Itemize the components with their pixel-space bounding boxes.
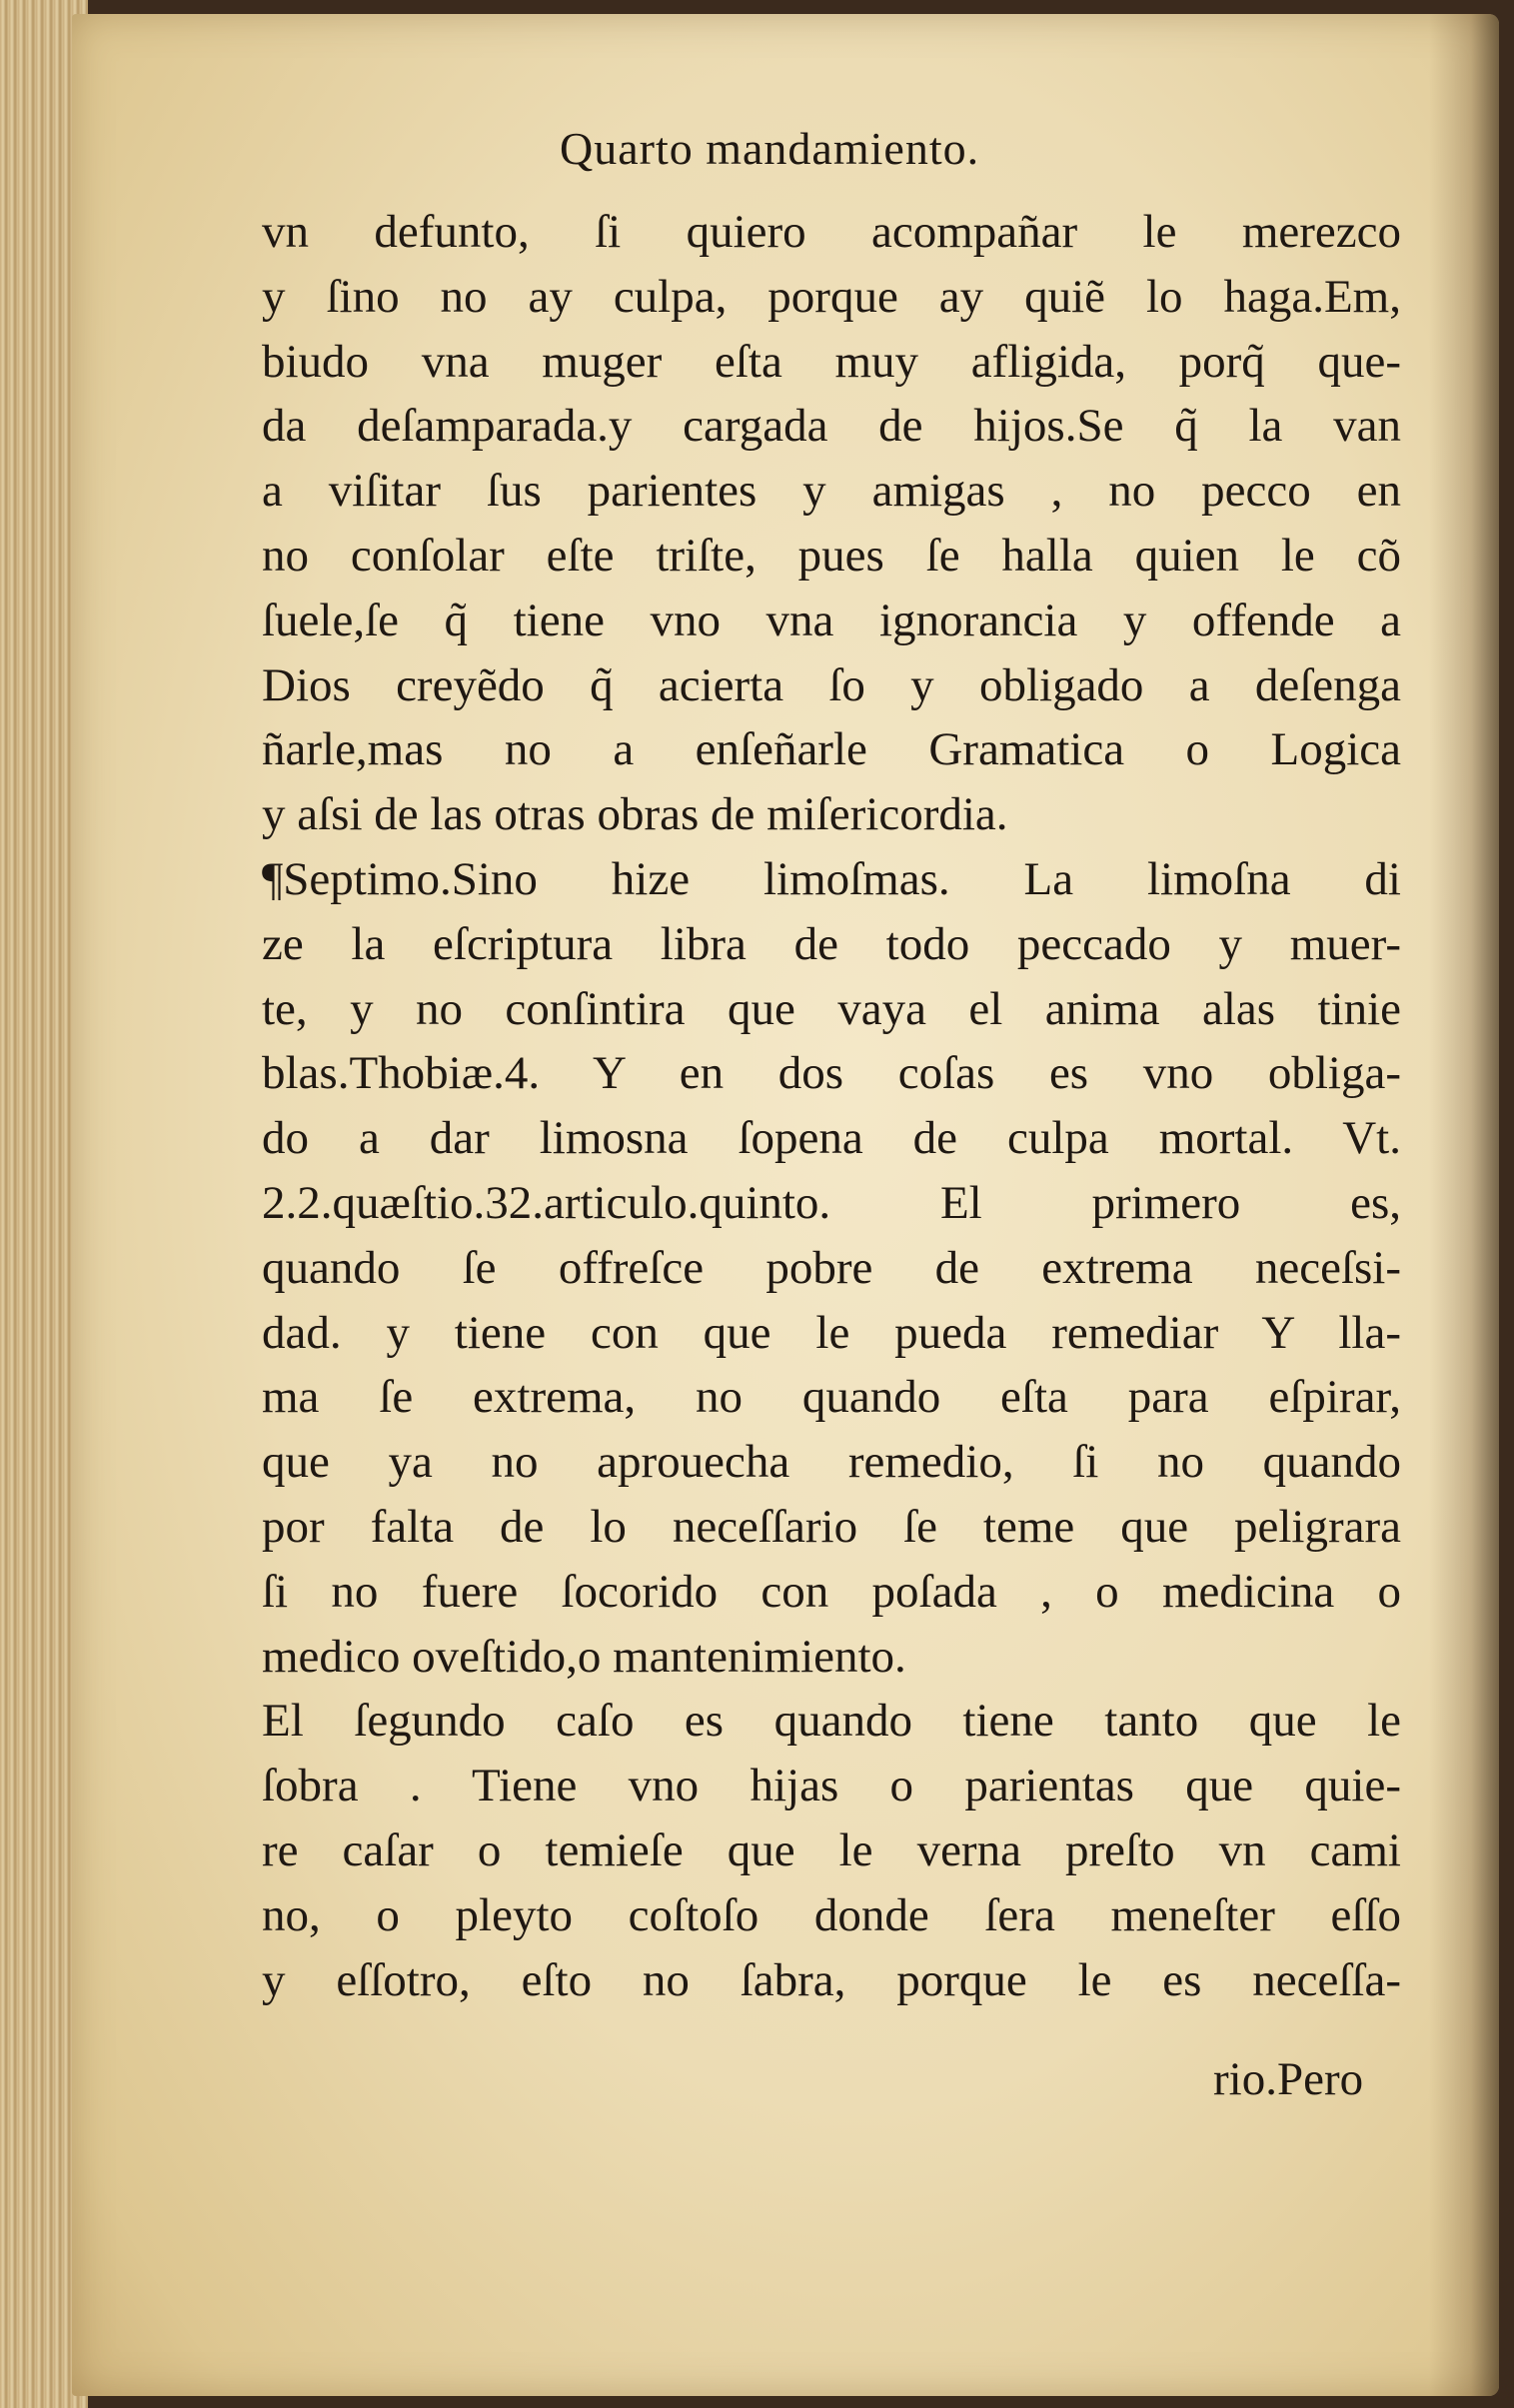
text-line: El ſegundo caſo es quando tiene tanto que le <box>262 1695 1401 1748</box>
text-line: biudo vna muger eſta muy afligida, porq̃ que- <box>262 335 1401 388</box>
text-line: medico oveſtido,o mantenimiento. <box>262 1630 906 1683</box>
catchword: rio.Pero <box>1213 2053 1364 2105</box>
text-line: ñarle,mas no a enſeñarle Gramatica o Logica <box>262 723 1401 776</box>
text-line: ze la eſcriptura libra de todo peccado y muer- <box>262 917 1401 970</box>
text-line: ¶Septimo.Sino hize limoſmas. La limoſna di <box>262 852 1401 905</box>
text-line: ſuele,ſe q̃ tiene vno vna ignorancia y offende a <box>262 594 1401 646</box>
text-block <box>262 200 1401 2012</box>
text-line: a viſitar ſus parientes y amigas , no pecco en <box>262 465 1401 518</box>
running-head: Quarto mandamiento. <box>560 123 980 174</box>
text-line: ſi no fuere ſocorido con poſada , o medicina o <box>262 1565 1401 1618</box>
text-line: vn defunto, ſi quiero acompañar le merezco <box>262 206 1401 258</box>
text-line: y ſino no ay culpa, porque ay quiẽ lo haga.Em, <box>262 270 1401 323</box>
text-line: que ya no aprouecha remedio, ſi no quando <box>262 1436 1401 1489</box>
text-line: ſobra . Tiene vno hijas o parientas que quie- <box>262 1760 1401 1812</box>
text-line: Dios creyẽdo q̃ acierta ſo y obligado a deſenga <box>262 658 1401 711</box>
text-line: blas.Thobiæ.4. Y en dos coſas es vno obliga- <box>262 1047 1401 1100</box>
text-line: re caſar o temieſe que le verna preſto vn cami <box>262 1823 1401 1876</box>
text-line: 2.2.quæſtio.32.articulo.quinto. El primero es, <box>262 1176 1401 1229</box>
text-line: ma ſe extrema, no quando eſta para eſpirar, <box>262 1371 1401 1424</box>
text-line: no conſolar eſte triſte, pues ſe halla quien le cõ <box>262 529 1401 582</box>
text-line: no, o pleyto coſtoſo donde ſera meneſter eſſo <box>262 1888 1401 1941</box>
text-line: por falta de lo neceſſario ſe teme que peligrara <box>262 1500 1401 1553</box>
page-gutter-shadow <box>1429 14 1499 2396</box>
text-line: te, y no conſintira que vaya el anima alas tinie <box>262 982 1401 1035</box>
text-line: quando ſe offreſce pobre de extrema neceſsi- <box>262 1241 1401 1294</box>
text-line: da deſamparada.y cargada de hijos.Se q̃ la van <box>262 400 1401 453</box>
text-line: do a dar limosna ſopena de culpa mortal. Vt. <box>262 1112 1401 1165</box>
text-line: y aſsi de las otras obras de miſericordia. <box>262 788 1008 841</box>
text-line: y eſſotro, eſto no ſabra, porque le es neceſſa- <box>262 1953 1401 2006</box>
text-line: dad. y tiene con que le pueda remediar Y lla- <box>262 1306 1401 1359</box>
